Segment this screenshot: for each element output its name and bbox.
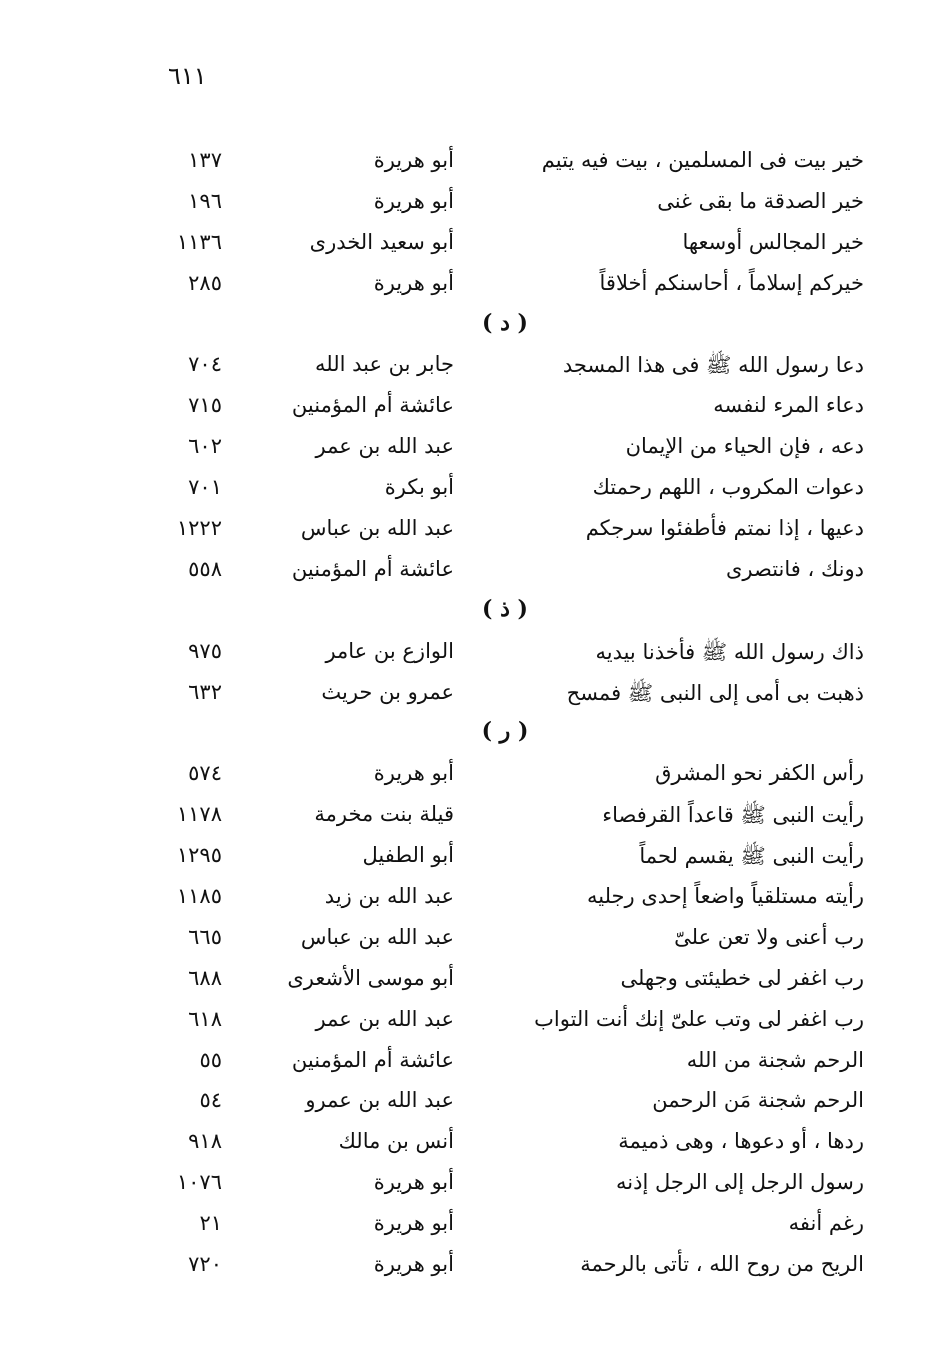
hadith-opening-text: ذهبت بى أمى إلى النبى ﷺ فمسح [566,680,864,705]
narrator-name: جابر بن عبد الله [314,352,454,377]
section-letter: ( ذ ) [482,595,528,622]
narrator-name: أبو هريرة [373,761,454,786]
index-row [0,265,950,306]
section-letter-header [0,306,950,347]
index-row [0,1123,950,1164]
hadith-opening-text: خير الصدقة ما بقى غنى [657,188,864,213]
narrator-name: أبو بكرة [384,475,454,500]
hadith-opening-text: خير المجالس أوسعها [682,229,864,254]
hadith-opening-text: الرحم شجنة مَن الرحمن [652,1088,864,1113]
section-letter-header [0,714,950,755]
narrator-name: أبو هريرة [373,1211,454,1236]
narrator-name: أبو هريرة [373,270,454,295]
narrator-name: قيلة بنت مخرمة [314,802,454,827]
narrator-name: أبو سعيد الخدرى [309,229,454,254]
narrator-name: عائشة أم المؤمنين [291,1047,454,1072]
hadith-number: ٩٧٥ [188,638,222,663]
hadith-opening-text: خير بيت فى المسلمين ، بيت فيه يتيم [541,148,864,172]
hadith-opening-text: رب اغفر لى وتب علىّ إنك أنت التواب [534,1006,864,1031]
narrator-name: عمرو بن حريث [321,679,454,704]
hadith-number: ٧٠٤ [188,352,222,377]
hadith-opening-text: رب أعنى ولا تعن علىّ [674,924,864,949]
index-row [0,428,950,469]
hadith-opening-text: رغم أنفه [788,1211,864,1236]
narrator-name: أبو هريرة [373,148,454,172]
narrator-name: عبد الله بن عمرو [305,1088,454,1113]
narrator-name: أبو موسى الأشعرى [287,965,454,990]
hadith-number: ٢٨٥ [188,270,222,295]
hadith-number: ١١٨٥ [176,884,222,909]
index-row [0,1164,950,1205]
hadith-opening-text: رأيت النبى ﷺ قاعداً القرفصاء [602,803,864,828]
section-letter: ( ر ) [481,718,529,745]
hadith-opening-text: دعه ، فإن الحياء من الإيمان [625,434,864,459]
hadith-number: ٢١ [199,1211,222,1236]
narrator-name: عائشة أم المؤمنين [291,393,454,418]
narrator-name: عبد الله بن عمر [315,434,454,459]
narrator-name: عائشة أم المؤمنين [291,556,454,581]
narrator-name: أبو هريرة [373,188,454,213]
index-row [0,960,950,1001]
hadith-opening-text: رأيته مستلقياً واضعاً إحدى رجليه [586,884,864,909]
index-row [0,796,950,837]
index-row [0,755,950,796]
index-row [0,1042,950,1083]
hadith-opening-text: دعوات المكروب ، اللهم رحمتك [592,475,864,500]
index-row [0,919,950,960]
hadith-number: ٩١٨ [188,1129,222,1154]
hadith-opening-text: ردها ، أو دعوها ، وهى ذميمة [618,1129,864,1154]
hadith-number: ١٢٩٥ [176,843,222,868]
hadith-number: ٧١٥ [188,393,222,418]
hadith-opening-text: الريح من روح الله ، تأتى بالرحمة [580,1252,864,1277]
hadith-number: ٥٤ [199,1088,222,1113]
hadith-opening-text: خيركم إسلاماً ، أحاسنكم أخلاقاً [599,270,864,295]
index-row [0,510,950,551]
hadith-number: ٦٨٨ [188,965,222,990]
index-row [0,387,950,428]
hadith-number: ١٩٦ [188,188,222,213]
hadith-opening-text: رب اغفر لى خطيئتى وجهلى [620,965,864,990]
index-row [0,837,950,878]
narrator-name: أبو هريرة [373,1252,454,1277]
index-row [0,1246,950,1287]
hadith-number: ٧٢٠ [188,1252,222,1277]
index-row [0,1082,950,1123]
index-row [0,551,950,592]
hadith-number: ٦٠٢ [188,434,222,459]
hadith-number: ١٠٧٦ [176,1170,222,1195]
index-row [0,346,950,387]
narrator-name: أبو هريرة [373,1170,454,1195]
section-letter: ( د ) [482,309,528,336]
index-row [0,878,950,919]
section-letter-header [0,592,950,633]
hadith-opening-text: رأس الكفر نحو المشرق [655,761,864,786]
page-number: ٦١١ [168,62,207,90]
index-row [0,633,950,674]
narrator-name: أبو الطفيل [362,843,454,868]
index-row [0,183,950,224]
narrator-name: عبد الله بن عباس [300,924,454,949]
narrator-name: عبد الله بن عمر [315,1006,454,1031]
hadith-number: ٦٦٥ [188,924,222,949]
index-row [0,142,950,183]
hadith-opening-text: دعيها ، إذا نمتم فأطفئوا سرجكم [585,516,864,541]
hadith-index-list [0,142,950,1287]
hadith-number: ١٢٢٢ [176,516,222,541]
hadith-number: ٦١٨ [188,1006,222,1031]
narrator-name: الوازع بن عامر [325,638,454,663]
narrator-name: عبد الله بن زيد [324,884,454,909]
hadith-opening-text: دونك ، فانتصرى [725,556,864,581]
hadith-number: ٦٣٢ [188,679,222,704]
narrator-name: أنس بن مالك [338,1129,454,1154]
narrator-name: عبد الله بن عباس [300,516,454,541]
hadith-number: ٧٠١ [188,475,222,500]
index-row [0,224,950,265]
index-row [0,1205,950,1246]
hadith-opening-text: ذاك رسول الله ﷺ فأخذنا بيديه [595,639,864,664]
hadith-opening-text: رأيت النبى ﷺ يقسم لحماً [639,844,864,869]
index-row [0,469,950,510]
hadith-number: ٥٥٨ [188,556,222,581]
hadith-opening-text: دعا رسول الله ﷺ فى هذا المسجد [562,353,864,378]
hadith-opening-text: الرحم شجنة من الله [686,1047,864,1072]
hadith-number: ١٣٧ [188,148,222,172]
hadith-opening-text: رسول الرجل إلى الرجل إذنه [616,1170,864,1195]
hadith-number: ١١٣٦ [176,229,222,254]
hadith-number: ٥٧٤ [188,761,222,786]
hadith-number: ١١٧٨ [176,802,222,827]
hadith-number: ٥٥ [199,1047,222,1072]
index-row [0,1001,950,1042]
hadith-opening-text: دعاء المرء لنفسه [713,393,864,418]
index-row [0,674,950,715]
